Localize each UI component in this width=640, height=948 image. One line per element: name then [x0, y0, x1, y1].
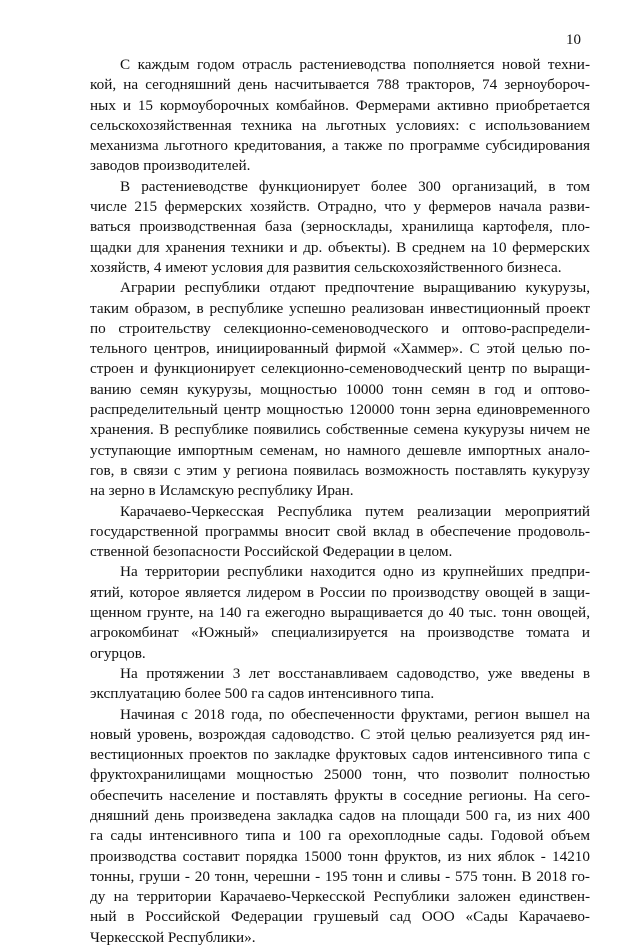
text-line: Начиная с 2018 года, по обеспеченности фруктами, регион вышел на [90, 705, 590, 725]
text-line: На территории республики находится одно из крупнейших предпри- [90, 562, 590, 582]
text-line: огурцов. [90, 644, 590, 664]
text-line: дняшний день произведена закладка садов на площади 500 га, из них 400 [90, 806, 590, 826]
text-line: гов, в связи с этим у региона появилась возможность поставлять кукурузу [90, 461, 590, 481]
text-line: по строительству селекционно-семеноводческого и оптово-распредели- [90, 319, 590, 339]
text-line: фруктохранилищами мощностью 25000 тонн, что позволит полностью [90, 765, 590, 785]
text-line: ванию семян кукурузы, мощностью 10000 тонн семян в год и оптово- [90, 380, 590, 400]
text-line: ных и 15 кормоуборочных комбайнов. Фермерами активно приобретается [90, 96, 590, 116]
text-line: уступающие импортным семенам, но намного дешевле импортных анало- [90, 441, 590, 461]
text-line: сельскохозяйственная техника на льготных условиях: с использованием [90, 116, 590, 136]
text-line: агрокомбинат «Южный» специализируется на производстве томата и [90, 623, 590, 643]
text-line: обеспечить население и поставлять фрукты в соседние регионы. На сего- [90, 786, 590, 806]
text-line: механизма льготного кредитования, а также по программе субсидирования [90, 136, 590, 156]
text-line: хозяйств, 4 имеют условия для развития сельскохозяйственного бизнеса. [90, 258, 590, 278]
text-line: таким образом, в республике успешно реализован инвестиционный проект [90, 299, 590, 319]
paragraph [90, 278, 590, 501]
text-line: тельного центров, инициированный фирмой «Хаммер». С этой целью по- [90, 339, 590, 359]
paragraph [90, 705, 590, 948]
paragraph [90, 177, 590, 278]
text-line: щенном грунте, на 140 га ежегодно выращивается до 40 тыс. тонн овощей, [90, 603, 590, 623]
text-line: С каждым годом отрасль растениеводства пополняется новой техни- [90, 55, 590, 75]
text-line: Черкесской Республики». [90, 928, 590, 948]
text-line: га сады интенсивного типа и 100 га орехоплодные сады. Годовой объем [90, 826, 590, 846]
text-line: щадки для хранения техники и др. объекты). В среднем на 10 фермерских [90, 238, 590, 258]
text-line: ятий, которое является лидером в России по производству овощей в защи- [90, 583, 590, 603]
body-text [90, 55, 590, 948]
text-line: Карачаево-Черкесская Республика путем реализации мероприятий [90, 502, 590, 522]
text-line: распределительный центр мощностью 120000 тонн зерна единовременного [90, 400, 590, 420]
text-line: строен и функционирует селекционно-семеноводческий центр по выращи- [90, 359, 590, 379]
text-line: ду на территории Карачаево-Черкесской Республики заложен единствен- [90, 887, 590, 907]
text-line: тонны, груши - 20 тонн, черешни - 195 тонн и сливы - 575 тонн. В 2018 го- [90, 867, 590, 887]
text-line: вестиционных проектов по закладке фруктовых садов интенсивного типа с [90, 745, 590, 765]
text-line: на зерно в Исламскую республику Иран. [90, 481, 590, 501]
text-line: новый уровень, возрождая садоводство. С этой целью реализуется ряд ин- [90, 725, 590, 745]
text-line: Аграрии республики отдают предпочтение выращиванию кукурузы, [90, 278, 590, 298]
text-line: ваться производственная база (зерносклады, хранилища картофеля, пло- [90, 217, 590, 237]
paragraph [90, 502, 590, 563]
text-line: ственной безопасности Российской Федерации в целом. [90, 542, 590, 562]
text-line: числе 215 фермерских хозяйств. Отрадно, что у фермеров начала разви- [90, 197, 590, 217]
text-line: В растениеводстве функционирует более 300 организаций, в том [90, 177, 590, 197]
text-line: государственной программы вносит свой вклад в обеспечение продоволь- [90, 522, 590, 542]
page-number: 10 [566, 32, 581, 49]
text-line: хранения. В республике появились собственные семена кукурузы ничем не [90, 420, 590, 440]
paragraph [90, 664, 590, 705]
paragraph [90, 55, 590, 177]
text-line: эксплуатацию более 500 га садов интенсивного типа. [90, 684, 590, 704]
text-line: ный в Российской Федерации грушевый сад ООО «Сады Карачаево- [90, 907, 590, 927]
paragraph [90, 562, 590, 663]
text-line: На протяжении 3 лет восстанавливаем садоводство, уже введены в [90, 664, 590, 684]
text-line: кой, на сегодняшний день насчитывается 788 тракторов, 74 зерноубороч- [90, 75, 590, 95]
text-line: заводов производителей. [90, 156, 590, 176]
text-line: производства составит порядка 15000 тонн фруктов, из них яблок - 14210 [90, 847, 590, 867]
